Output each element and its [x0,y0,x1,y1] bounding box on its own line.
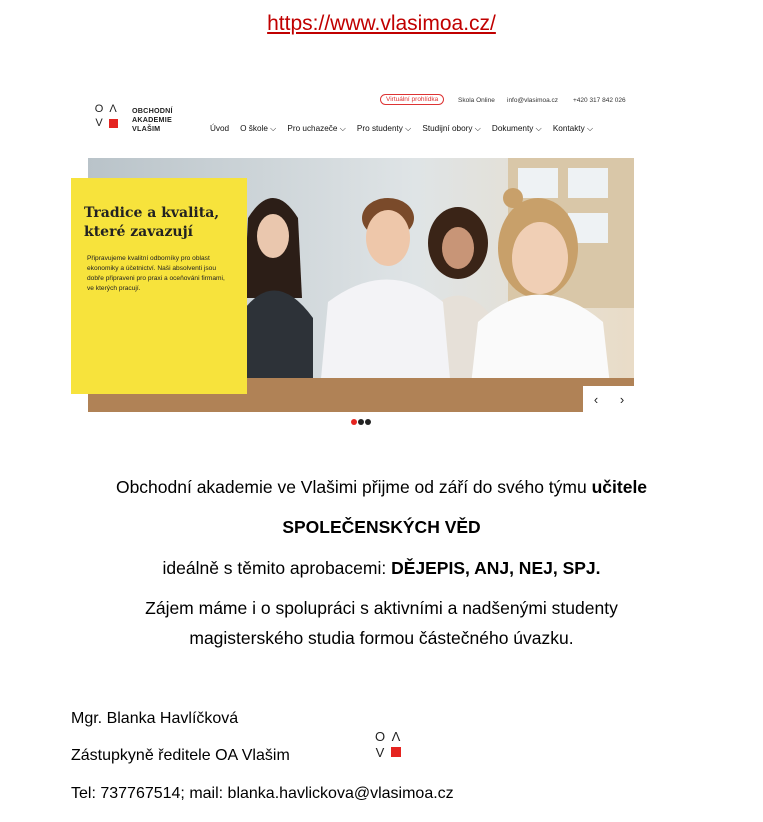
website-screenshot [84,92,636,432]
announcement-line-4: Zájem máme i o spolupráci s aktivními a nadšenými studenty [145,598,618,618]
announcement-bold: DĚJEPIS, ANJ, NEJ, SPJ. [391,558,601,578]
school-name-line: VLAŠIM [132,124,161,133]
carousel-controls [583,386,635,412]
signature-contact: Tel: 737767514; mail: blanka.havlickova@vlasimoa.cz [71,785,454,802]
hero-title-line: které zavazují [84,224,193,240]
signature-role: Zástupkyně ředitele OA Vlašim [71,747,290,764]
nav-item-kontakty[interactable]: Kontakty ⌵ [552,124,594,133]
carousel-dots [351,419,371,425]
logo-letter-a: Λ [109,102,117,115]
school-online-link[interactable]: Skola Online [458,97,495,104]
nav-item-uvod[interactable]: Úvod [210,124,230,133]
nav-item-dokumenty[interactable]: Dokumenty ⌵ [491,124,542,133]
logo-letter-v: V [95,116,103,129]
hero-text-panel [71,178,247,394]
nav-item-studijni-obory[interactable]: Studijní obory ⌵ [422,124,481,133]
announcement-line-5: magisterského studia formou částečného úvazku. [189,628,574,648]
announcement-line-2: SPOLEČENSKÝCH VĚD [282,517,481,537]
website-link[interactable]: https://www.vlasimoa.cz/ [267,12,496,35]
announcement-line-3 [0,558,763,579]
email-link[interactable]: info@vlasimoa.cz [507,97,559,104]
hero-title [84,204,219,242]
logo-letter-o: O [94,102,104,115]
announcement-text: Obchodní akademie ve Vlašimi přijme od září do svého týmu [115,477,592,497]
logo-red-square-icon [109,119,118,128]
main-nav [210,124,593,134]
carousel-next-icon[interactable]: › [619,391,625,407]
announcement-line-1 [0,477,763,498]
school-name-line: AKADEMIE [132,115,172,124]
oa-logo [372,728,404,760]
nav-item-o-skole[interactable]: O škole ⌵ [240,124,277,133]
logo-red-square-icon [391,747,401,757]
hero-title-line: Tradice a kvalita, [84,205,220,221]
nav-item-pro-uchazece[interactable]: Pro uchazeče ⌵ [287,124,346,133]
announcement-text: ideálně s těmito aprobacemi: [162,558,392,578]
nav-item-pro-studenty[interactable]: Pro studenty ⌵ [356,124,412,133]
phone-link[interactable]: +420 317 842 026 [573,97,626,104]
logo-letter-v: V [375,744,385,760]
virtual-tour-link[interactable] [380,96,444,103]
carousel-prev-icon[interactable]: ‹ [593,391,599,407]
logo-letter-a: Λ [391,728,401,744]
virtual-tour-label: Virtuální prohlídka [380,94,444,105]
carousel-dot[interactable] [351,419,357,425]
carousel-dot[interactable] [358,419,364,425]
announcement-bold: učitele [591,477,648,497]
hero-text: Připravujeme kvalitní odborníky pro oblast ekonomiky a účetnictví. Naši absolventi jsou dobře připraveni pro praxi a oceňováni firmami, ve kterých pracují. [87,255,225,292]
carousel-dot[interactable] [365,419,371,425]
school-name [132,106,173,133]
school-name-line: OBCHODNÍ [132,106,173,115]
school-logo [92,102,120,130]
logo-letter-o: O [374,728,386,744]
signature-name: Mgr. Blanka Havlíčková [71,710,239,727]
